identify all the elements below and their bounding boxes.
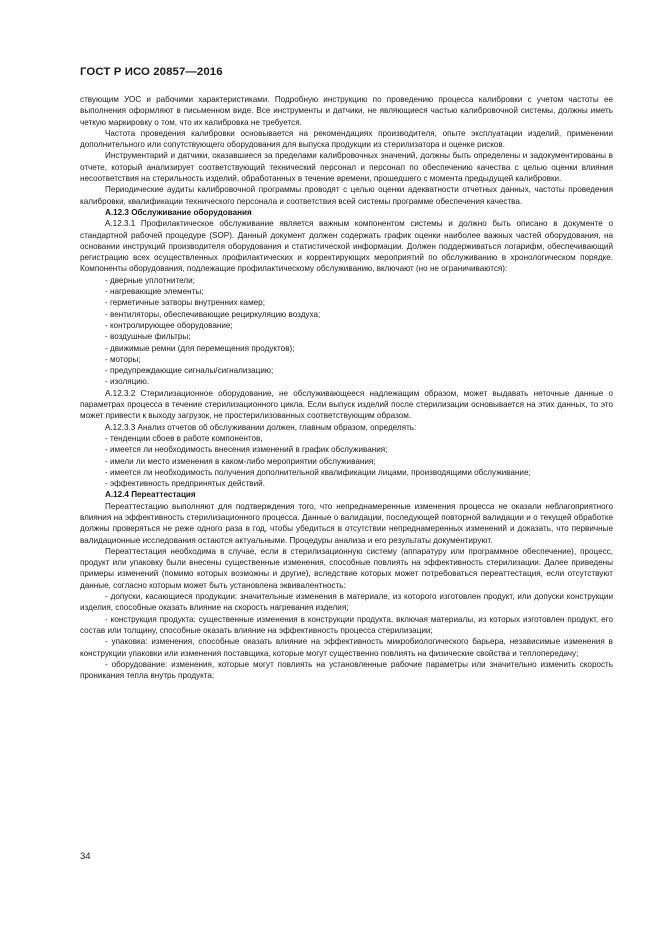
paragraph-requalification-needed: Переаттестация необходима в случае, если в стерилизационную систему (аппаратуру или программное обеспечение), процесс, продукт или упаковку были внесены существенные изменения, способные повлиять на эффективность стерилизации. Далее приведены примеры изменений (помимо которых возможны и другие), вследствие которых может потребоваться переаттестация, если отсутствуют данные, согласно которым может быть установлена эквивалентность: (80, 546, 613, 590)
list-item: - оборудование: изменения, которые могут повлиять на установленные рабочие параметры или значительно изменить скорость проникания тепла внутрь продукта; (80, 659, 613, 681)
list-item: - конструкция продукта: существенные изменения в конструкции продукта, включая материалы, из которых изготовлен продукт, его состав или толщину, способные оказать влияние на эффективность процесса стерилизации; (80, 614, 613, 635)
section-heading-requalification: А.12.4 Переаттестация (105, 490, 196, 500)
paragraph-improper-maintenance: А.12.3.2 Стерилизационное оборудование, не обслуживающееся надлежащим образом, может выдавать неточные данные о параметрах процесса в течение стерилизационного цикла. Если выпуск изделий после стерилизации основывается на этих данных, то это может привести к выходу загрузок, не простерилизованных соответствующим образом. (80, 388, 613, 421)
list-item: - допуски, касающиеся продукции: значительные изменения в материале, из которого изготовлен продукт, или допуски конструкции изделия, способные оказать влияние на скорость нагревания изделия; (80, 592, 613, 613)
list-item: - контролирующее оборудование; (105, 320, 233, 330)
list-item: - эффективность предпринятых действий. (105, 479, 265, 489)
report-analysis-list (80, 433, 613, 489)
list-item: - движимые ремни (для перемещения продуктов); (105, 343, 295, 353)
list-item: - вентиляторы, обеспечивающие рециркуляцию воздуха; (105, 309, 321, 319)
list-item: - дверные уплотнители; (105, 275, 195, 285)
page-number: 34 (80, 851, 91, 862)
list-item: - нагревающие элементы; (105, 287, 204, 297)
paragraph-periodic-audits: Периодические аудиты калибровочной программы проводят с целью оценки адекватности отчетных данных, частоты проведения калибровки, квалификации технического персонала и соответствия всей системы программе обеспечения качества. (80, 185, 613, 206)
document-body (80, 94, 613, 681)
paragraph-calibration-instructions: ствующим УОС и рабочими характеристиками. Подробную инструкцию по проведению процесса калибровки с учетом частоты ее выполнения оформляют в письменном виде. Все инструменты и датчики, не являющиеся частью калибровочной системы, должны иметь четкую маркировку о том, что их калибровка не требуется. (80, 95, 613, 127)
section-heading-equipment-maintenance: А.12.3 Обслуживание оборудования (105, 207, 252, 217)
maintenance-components-list (80, 275, 613, 388)
paragraph-preventive-maintenance: А.12.3.1 Профилактическое обслуживание является важным компонентом системы и должно быть описано в документе о стандартной рабочей процедуре (SOP). Данный документ должен содержать график оценки наиболее важных частей оборудования, на основании инструкций производителя оборудования и статистической информации. Должен поддерживаться логарифм, обеспечивающий регистрацию всех осуществленных профилактических и корректирующих мероприятий по обслуживанию в хронологическом порядке. Компоненты оборудования, подлежащие профилактическому обслуживанию, включают (но не ограничиваются): (80, 219, 613, 274)
paragraph-calibration-frequency: Частота проведения калибровки основывается на рекомендациях производителя, опыте эксплуатации изделий, применении дополнительного или сопутствующего оборудования для выпуска продукции из стерилизатора и оценке рисков. (80, 128, 613, 150)
list-item: - имели ли место изменения в каком-либо мероприятии обслуживания; (105, 456, 376, 466)
list-item: - предупреждающие сигналы/сигнализацию; (105, 366, 274, 376)
list-item: - изоляцию. (105, 377, 150, 387)
change-examples-list (80, 591, 613, 681)
list-item: - упаковка: изменения, способные оказать влияние на эффективность микробиологического барьера, независимые изменения в конструкции упаковки или изменения поставщика, которые могут существенно повлиять на физические свойства и теплопередачу; (80, 637, 613, 658)
list-item: - герметичные затворы внутренних камер; (105, 298, 265, 308)
list-item: - тенденции сбоев в работе компонентов, (105, 433, 263, 443)
list-item: - имеется ли необходимость внесения изменений в график обслуживания; (105, 445, 388, 455)
paragraph-out-of-calibration: Инструментарий и датчики, оказавшиеся за пределами калибровочных значений, должны быть определены и задокументированы в отчете, который анализирует соответствующий технический персонал и персонал по обеспечению качества с целью оценки влияния несоответствия на стерильность изделий, обработанных в течение времени, прошедшего с момента предыдущей калибровки. (80, 151, 613, 184)
list-item: - имеется ли необходимость получения дополнительной квалификации лицами, производящими обслуживание; (105, 467, 531, 477)
paragraph-requalification-purpose: Переаттестацию выполняют для подтверждения того, что непреднамеренные изменения процесса не оказали неблагоприятного влияния на эффективность стерилизационного процесса. Данные о валидации, последующей повторной валидации и о текущей обработке должны проверяться не реже одного раза в год, чтобы убедиться в отсутствии непреднамеренных изменений и доказать, что первичные валидационные исследования остаются актуальными. Процедуры анализа и его результаты документируют. (80, 501, 613, 545)
document-header: ГОСТ Р ИСО 20857—2016 (80, 66, 223, 78)
list-item: - моторы; (105, 354, 141, 364)
list-item: - воздушные фильтры; (105, 332, 191, 342)
paragraph-maintenance-reports: А.12.3.3 Анализ отчетов об обслуживании должен, главным образом, определять: (105, 422, 417, 432)
